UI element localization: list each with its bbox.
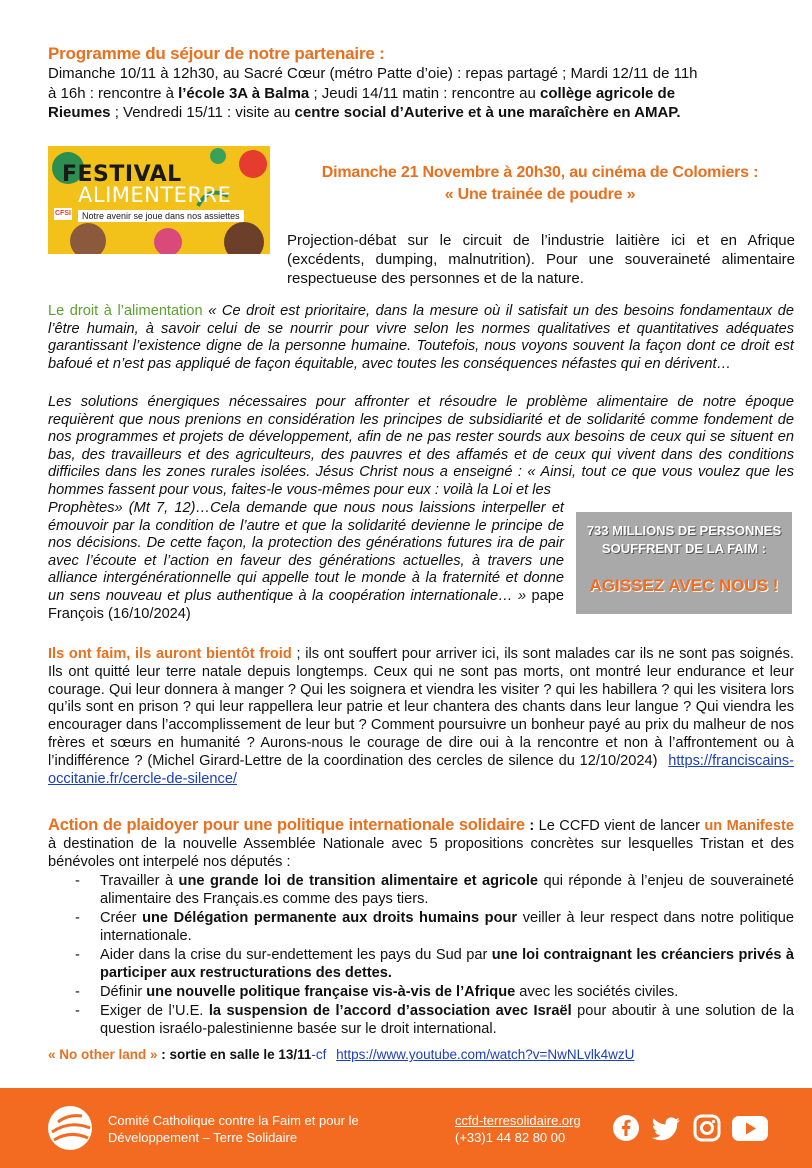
cinema-title-line-1: Dimanche 21 Novembre à 20h30, au cinéma de Colomiers : [321,164,759,181]
alimenterre-word: ALIMENTERRE [78,183,232,207]
list-dash: - [75,947,80,963]
twitter-icon[interactable] [650,1114,682,1142]
proposal-item: - Aider dans la crise du sur-endettement les pays du Sud par une loi contraignant les créanciers privés à participer aux restructurations des dettes. [75,947,794,981]
ccfd-logo-icon [44,1102,96,1154]
hunger-callout [576,512,792,614]
cinema-description: Projection-débat sur le circuit de l’industrie laitière ici et en Afrique (excédents, dumping, malnutrition). Pour une souveraineté alimentaire respectueuse des personnes et de la nature. [287,232,795,287]
festival-tagline: Notre avenir se joue dans nos assiettes [78,210,244,222]
proposal-item: - Travailler à une grande loi de transition alimentaire et agricole qui réponde à l’enjeu de souveraineté alimentaire des Français.es comme des pays tiers. [75,873,794,907]
manifeste-label: Manifeste [726,818,794,834]
droit-paragraph-2: Les solutions énergiques nécessaires pour affronter et résoudre le problème alimentaire de notre époque requièrent que nous prenions en considération les principes de subsidiarité et de solidarité comme fondement de nos programmes et projets de développement, afin de ne pas rester sourds aux besoins de ceux qui se situent en bas, des travailleurs et des agriculteurs, des pauvres et des affamés et de ceux qui vivent dans des conditions difficiles dans les zones rurales isolées. Jésus Christ nous a enseigné : « Ainsi, tout ce que vous voulez que les hommes fassent pour vous, faites-le vous-mêmes pour eux : voilà la Loi et les [48,394,794,498]
callout-line-1: 733 MILLIONS DE PERSONNES [586,523,782,538]
proposals-list [48,872,794,1039]
programme-line-3: Rieumes ; Vendredi 15/11 : visite au centre social d’Auterive et à une maraîchère en AMAP. [48,104,681,121]
cinema-film-title: « Une trainée de poudre » [444,186,636,203]
footer-org-name: Comité Catholique contre la Faim et pour le Développement – Terre Solidaire [108,1113,359,1145]
footer-contact [455,1112,581,1146]
programme-line-2: à 16h : rencontre à l’école 3A à Balma ; Jeudi 14/11 matin : rencontre au collège agricole de [48,84,676,102]
droit-paragraph: Le droit à l’alimentation « Ce droit est prioritaire, dans la mesure où il satisfait un des besoins fondamentaux de l’être humain, à savoir celui de se nourrir pour vivre selon les normes qualitatives et quantitatives adéquates garantissant l’existence digne de la personne humaine. Toutefois, nous voyons souvent la façon dont ce droit est bafoué et n’est pas appliqué de façon équitable, avec toutes les conséquences néfastes qui en dérivent… [48,303,794,372]
droit-paragraph-3: Prophètes» (Mt 7, 12)…Cela demande que nous nous laissions interpeller et émouvoir par la condition de l’autre et que la solidarité devienne le principe de nos décisions. De cette façon, la protection des générations futures ira de pair avec l’écoute et l’action en faveur des générations actuelles, à travers une alliance intergénérationnelle qui appelle tout le monde à la fraternité et donne un sens nouveau et plus authentique à la coopération internationale… » pape François (16/10/2024) [48,500,565,622]
programme-title: Programme du séjour de notre partenaire : [48,44,385,63]
callout-line-2: SOUFFRENT DE LA FAIM : [601,541,767,556]
facebook-icon[interactable] [612,1114,640,1142]
footer [0,1088,812,1168]
footer-website-link[interactable]: ccfd-terresolidaire.org [455,1113,581,1128]
festival-word: FESTIVAL [62,162,182,187]
plaidoyer-title: Action de plaidoyer pour une politique internationale solidaire [48,816,525,834]
list-dash: - [75,910,80,926]
film-line: « No other land » : sortie en salle le 13/11-cf https://www.youtube.com/watch?v=NwNLvlk4wzU [48,1047,635,1062]
proposal-item: - Créer une Délégation permanente aux droits humains pour veiller à leur respect dans notre politique internationale. [75,910,794,944]
cercle-de-silence-link[interactable]: https://franciscains-occitanie.fr/cercle-de-silence/ [48,752,794,787]
faim-label: Ils ont faim, ils auront bientôt froid [48,646,292,662]
list-dash: - [75,984,80,1000]
faim-paragraph: Ils ont faim, ils auront bientôt froid ; ils ont souffert pour arriver ici, ils sont malades car ils ne sont pas soignés. Ils ont quitté leur terre natale depuis longtemps. Ceux qui ne sont pas morts, ont montré leur endurance et leur courage. Qui leur donnera à manger ? Qui les soignera et viendra les visiter ? qui les habillera ? qui les visitera lors qu’ils sont en prison ? qui leur rappellera leur patrie et leur chantera des chants dans leur langue ? Qui viendra les encourager dans l’accomplissement de leur but ? Comment poursuivre un bonheur payé au prix du malheur de nos frères et sœurs en humanité ? Aurons-nous le courage de dire oui à la rencontre et non à l’affrontement ou à l’indifférence ? (Michel Girard-Lettre de la coordination des cercles de silence du 12/10/2024) https://franciscains-occitanie.fr/cercle-de-silence/ [48,646,794,787]
cfsi-badge: CFSI [54,208,72,220]
youtube-link[interactable]: https://www.youtube.com/watch?v=NwNLvlk4wzU [336,1047,635,1062]
list-dash: - [75,1003,80,1019]
proposal-item: - Définir une nouvelle politique française vis-à-vis de l’Afrique avec les sociétés civiles. [75,984,679,1000]
programme-text [48,64,794,123]
cinema-title [290,164,790,204]
plaidoyer-intro: Action de plaidoyer pour une politique internationale solidaire : Le CCFD vient de lancer un Manifeste à destination de la nouvelle Assemblée Nationale avec 5 propositions concrètes sur lesquelles Tristan et des bénévoles ont interpelé nos députés : [48,816,794,870]
festival-alimenterre-image [48,146,270,254]
instagram-icon[interactable] [693,1114,721,1142]
film-title: « No other land » [48,1047,158,1062]
footer-phone: (+33)1 44 82 80 00 [455,1130,566,1145]
proposal-item: - Exiger de l’U.E. la suspension de l’accord d’association avec Israël pour aboutir à une solution de la question israélo-palestinienne basée sur le droit international. [75,1003,794,1037]
list-dash: - [75,873,80,889]
droit-label: Le droit à l’alimentation [48,303,203,319]
programme-line-1: Dimanche 10/11 à 12h30, au Sacré Cœur (métro Patte d’oie) : repas partagé ; Mardi 12/11 de 11h [48,65,698,82]
callout-cta: AGISSEZ AVEC NOUS ! [589,576,779,595]
youtube-icon[interactable] [731,1115,769,1142]
